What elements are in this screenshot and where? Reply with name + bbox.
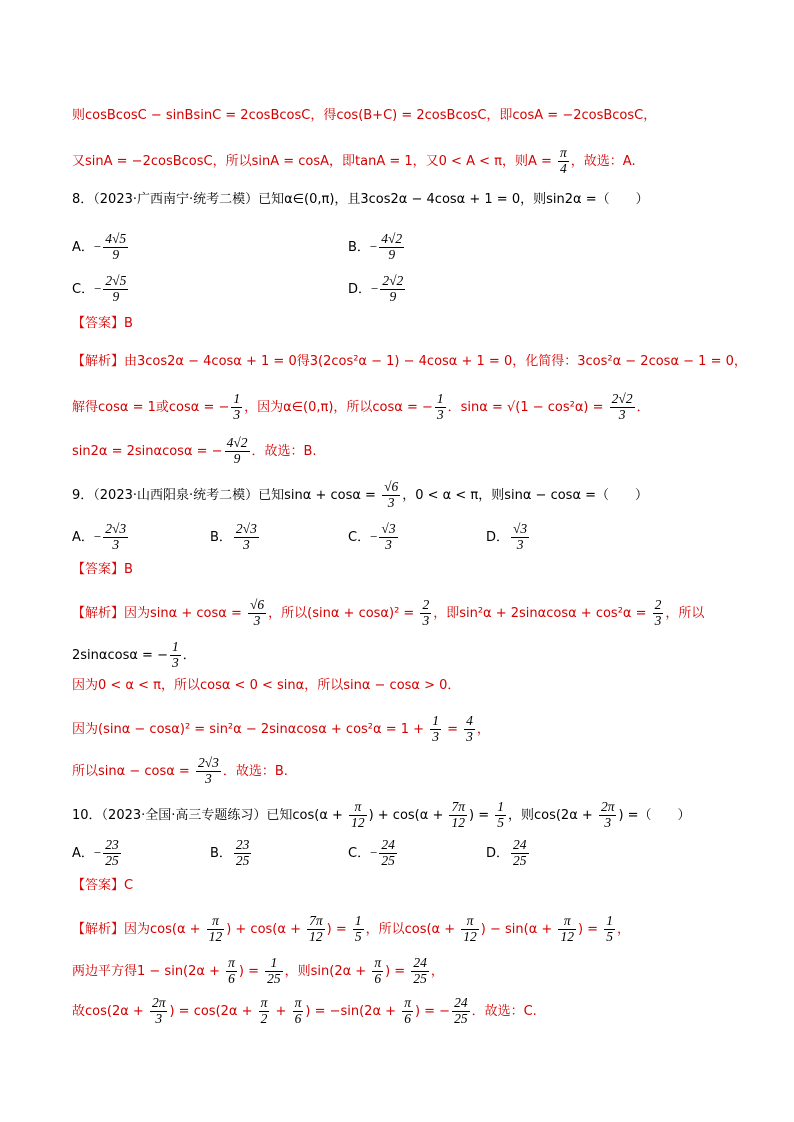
fraction [380,274,405,305]
answer-text: 【答案】B [72,316,133,331]
fraction-denominator: 6 [374,970,382,986]
analysis-text: = [442,721,463,737]
analysis-text: ， [616,921,630,937]
q10-analysis-line-1 [72,914,630,945]
option-label: D． [348,281,372,297]
q9-analysis-line-4 [72,714,490,745]
fraction-denominator: 3 [618,406,626,422]
fraction-denominator: 4 [560,160,567,176]
analysis-tag: 【解析】 [72,605,125,621]
analysis-text: 解得cosα = 1或cosα = − [72,399,230,415]
fraction-numerator: √3 [513,521,528,536]
fraction-denominator: 3 [171,654,179,670]
q9-analysis-line-3 [72,676,460,696]
q10-option-c[interactable] [348,838,399,869]
fraction [604,914,615,945]
analysis-text: ， [476,721,490,737]
fraction-numerator: π [349,800,367,816]
fraction-numerator: 2√5 [105,273,127,288]
fraction [411,956,429,987]
fraction-denominator: 6 [228,970,235,986]
q10-option-a[interactable] [72,838,123,869]
option-label: D． [486,529,510,545]
option-sign: − [370,528,378,544]
option-sign: − [93,844,102,860]
fraction-numerator: 4 [466,713,473,728]
fraction-denominator: 6 [294,1010,302,1026]
option-label: A． [72,845,94,861]
q9-analysis-line-5 [72,756,288,787]
fraction-denominator: 9 [112,246,120,262]
analysis-text: ) = [385,963,410,979]
fraction-numerator: π [404,995,411,1010]
fraction-denominator: 9 [388,246,396,262]
fraction-denominator: 3 [604,814,612,830]
fraction-numerator: 2√2 [611,391,633,406]
q10-option-b[interactable] [210,838,253,869]
fraction-numerator: 23 [105,837,119,852]
q10-stem [72,800,691,831]
fraction-numerator: 24 [413,955,427,970]
q9-option-b[interactable] [210,522,261,553]
fraction-numerator: √6 [384,479,399,494]
q9-answer [72,560,133,580]
fraction-denominator: 3 [112,536,120,552]
fraction-denominator: 3 [436,406,444,422]
analysis-text: 由3cos2α − 4cosα + 1 = 0得3(2cos²α − 1) − 4cosα + 1 = 0，化简得：3cos²α − 2cosα − 1 = 0， [124,354,747,369]
analysis-text: ) = −sin(2α + [305,1003,401,1019]
fraction [653,598,664,629]
fraction [170,640,181,671]
fraction-denominator: 25 [381,852,395,868]
analysis-text: ) = [577,921,603,937]
fraction [379,232,404,263]
fraction-denominator: 12 [451,814,465,830]
q9-stem [72,480,648,511]
fraction [402,996,413,1027]
q8-option-a[interactable] [72,232,130,263]
fraction-denominator: 3 [233,406,241,422]
fraction-numerator: √6 [249,597,265,612]
q9-option-d[interactable] [486,522,531,553]
fraction-numerator: π [558,914,576,930]
fraction [461,914,479,945]
fraction [225,436,250,467]
fraction [430,714,441,745]
fraction-denominator: 9 [389,288,397,304]
prev-solution-line-2 [72,146,636,177]
fraction-numerator: 2π [151,995,166,1010]
fraction [558,914,576,945]
option-label: C． [348,529,371,545]
option-sign: − [94,280,102,296]
fraction-numerator: 1 [432,713,439,728]
fraction-numerator: π [207,914,225,930]
fraction [103,274,128,305]
analysis-text: ，则sin(2α + [284,963,371,979]
fraction-denominator: 3 [466,728,473,744]
option-label: A． [72,239,94,255]
fraction [435,392,446,423]
analysis-text: ．故选：B. [251,443,317,459]
option-label: B． [210,845,232,861]
fraction-numerator: π [374,955,382,970]
q8-option-d[interactable] [348,274,407,305]
fraction-denominator: 12 [309,928,323,944]
fraction-numerator: 2√2 [382,273,404,288]
fraction [234,838,252,869]
option-label: C． [348,845,371,861]
q8-stem-text: 8．（2023·广西南宁·统考二模）已知α∈(0,π)，且3cos2α − 4cosα + 1 = 0，则sin2α =（ ） [72,192,649,207]
fraction-denominator: 2 [260,1010,268,1026]
fraction-numerator: 24 [454,995,468,1010]
fraction-denominator: 3 [432,728,439,744]
fraction-numerator: 2√3 [197,755,219,770]
fraction-denominator: 3 [654,612,662,628]
option-sign: − [93,238,102,254]
stem-text: ，则cos(2α + [507,807,597,823]
fraction [307,914,325,945]
fraction-denominator: 25 [105,852,119,868]
q8-analysis-line-2 [72,392,650,423]
q10-answer [72,876,133,896]
fraction [610,392,635,423]
analysis-text: 因为cos(α + [124,921,205,937]
fraction-numerator: 1 [265,956,283,972]
q8-analysis-line-3 [72,436,317,467]
fraction [382,480,400,511]
q8-answer [72,314,133,334]
analysis-text: ) = − [414,1003,451,1019]
fraction-numerator: 2π [600,799,615,814]
option-label: C． [72,281,95,297]
fraction-denominator: 3 [422,612,430,628]
analysis-text: 两边平方得1 − sin(2α + [72,963,225,979]
analysis-text: ) = cos(2α + [169,1003,257,1019]
fraction [353,914,364,945]
fraction-numerator: π [461,914,479,930]
analysis-text: sin2α = 2sinαcosα = − [72,443,223,459]
fraction-denominator: 5 [606,928,613,944]
fraction-numerator: 1 [171,639,179,654]
q8-analysis-line-1 [72,352,747,372]
fraction-numerator: 2√3 [105,521,127,536]
fraction-denominator: 25 [454,1010,468,1026]
stem-text: ) + cos(α + [368,807,448,823]
analysis-text: ) = [238,963,264,979]
fraction-numerator: 1 [233,391,241,406]
fraction [293,996,304,1027]
stem-text: ) = [469,807,494,823]
fraction [207,914,225,945]
q10-analysis-line-2 [72,956,444,987]
fraction-numerator: 1 [436,391,444,406]
fraction-denominator: 3 [243,536,250,552]
fraction [372,956,383,987]
fraction-denominator: 9 [233,450,241,466]
analysis-text: ， [430,963,444,979]
q8-option-c[interactable] [72,274,130,305]
fraction-denominator: 12 [208,928,223,944]
option-sign: − [369,238,378,254]
fraction-numerator: 24 [513,837,527,852]
stem-text: 10．（2023·全国·高三专题练习）已知cos(α + [72,807,348,823]
fraction [196,756,221,787]
fraction-denominator: 25 [235,852,250,868]
fraction [420,598,431,629]
fraction [495,800,506,831]
stem-text: 9．（2023·山西阳泉·统考二模）已知sinα + cosα = [72,487,381,503]
analysis-tag: 【解析】 [72,354,125,369]
prev-solution-text-1: 则cosBcosC − sinBsinC = 2cosBcosC，得cos(B+C) = 2cosBcosC，即cosA = −2cosBcosC， [72,108,657,123]
analysis-text: 因为(sinα − cosα)² = sin²α − 2sinαcosα + cos²α = 1 + [72,721,429,737]
fraction [103,232,128,263]
analysis-text: ) + cos(α + [226,921,306,937]
fraction [265,956,283,987]
fraction [226,956,237,987]
analysis-text: ．sinα = √(1 − cos²α) = [447,399,608,415]
option-label: B． [348,239,370,255]
fraction-denominator: 3 [155,1010,163,1026]
fraction-numerator: 4√2 [226,435,248,450]
q8-option-b[interactable] [348,232,406,263]
fraction-numerator: π [560,145,567,160]
fraction-numerator: π [260,995,268,1010]
q9-analysis-line-2 [72,640,196,671]
analysis-text: ．故选：B. [222,763,288,779]
fraction [379,838,397,869]
fraction [511,838,529,869]
fraction [231,392,242,423]
fraction [150,996,168,1027]
prev-solution-text-2: 又sinA = −2cosBcosC，所以sinA = cosA，即tanA = 1，又0 < A < π，则A = [72,153,557,169]
analysis-tag: 【解析】 [72,921,125,937]
fraction [599,800,617,831]
fraction-numerator: 1 [606,913,613,928]
fraction-numerator: π [294,995,302,1010]
stem-text: ，0 < α < π，则sinα − cosα =（ ） [402,487,649,503]
fraction-numerator: 2 [422,597,430,612]
option-label: B． [210,529,232,545]
prev-solution-answer: ，故选：A. [570,153,636,169]
q9-option-a[interactable] [72,522,130,553]
analysis-text: 因为0 < α < π，所以cosα < 0 < sinα，所以sinα − cosα > 0． [72,678,461,693]
fraction-denominator: 5 [354,928,362,944]
analysis-text: ． [636,399,650,415]
analysis-text: ． [182,647,196,663]
fraction-denominator: 3 [205,770,212,786]
option-sign: − [93,528,102,544]
q8-stem [72,190,649,210]
fraction-denominator: 25 [413,970,427,986]
fraction-numerator: 4√2 [381,231,403,246]
analysis-text: 所以sinα − cosα = [72,763,194,779]
fraction [511,522,529,553]
fraction-denominator: 25 [513,852,527,868]
q10-option-d[interactable] [486,838,531,869]
fraction-denominator: 3 [387,494,395,510]
fraction-numerator: 7π [451,799,465,814]
fraction [103,522,128,553]
fraction [248,598,266,629]
fraction-numerator: 1 [354,913,362,928]
analysis-text: 故cos(2α + [72,1003,148,1019]
stem-text: ) =（ ） [618,807,691,823]
fraction-denominator: 12 [560,928,574,944]
fraction-numerator: 2 [654,597,662,612]
option-sign: − [370,844,378,860]
analysis-text: + [271,1003,291,1019]
fraction [452,996,470,1027]
fraction-numerator: π [228,955,235,970]
fraction-numerator: 7π [309,913,323,928]
fraction [464,714,475,745]
fraction-denominator: 3 [253,612,261,628]
analysis-text: ，即sin²α + 2sinαcosα + cos²α = [433,605,651,621]
fraction [259,996,270,1027]
analysis-text: ，所以cos(α + [365,921,460,937]
option-label: D． [486,845,510,861]
fraction-denominator: 12 [463,928,477,944]
option-sign: − [371,280,379,296]
fraction [103,838,121,869]
fraction [349,800,367,831]
fraction-numerator: 24 [381,837,395,852]
prev-solution-line-1 [72,106,656,126]
q9-analysis-line-1 [72,598,704,629]
fraction [234,522,259,553]
answer-text: 【答案】C [72,878,134,893]
analysis-text: ) − sin(α + [480,921,557,937]
analysis-text: 因为sinα + cosα = [124,605,246,621]
fraction-denominator: 3 [516,536,524,552]
fraction-numerator: 4√5 [105,231,127,246]
fraction [379,522,397,553]
fraction-denominator: 9 [112,288,120,304]
fraction-denominator: 5 [497,814,504,830]
fraction-denominator: 6 [404,1010,411,1026]
fraction-denominator: 3 [385,536,392,552]
fraction [449,800,467,831]
fraction-numerator: 2√3 [235,521,257,536]
fraction-numerator: 1 [497,799,504,814]
analysis-text: 2sinαcosα = − [72,647,168,663]
fraction-numerator: 23 [235,837,250,852]
fraction-denominator: 12 [351,814,365,830]
analysis-text: ，所以(sinα + cosα)² = [268,605,419,621]
q10-analysis-line-3 [72,996,537,1027]
analysis-text: ．故选：C. [471,1003,537,1019]
analysis-text: ) = [326,921,351,937]
option-label: A． [72,529,94,545]
fraction [558,146,569,177]
fraction-denominator: 25 [267,970,281,986]
fraction-numerator: √3 [381,521,396,536]
analysis-text: ，所以 [665,605,705,621]
answer-text: 【答案】B [72,562,133,577]
analysis-text: ，因为α∈(0,π)，所以cosα = − [244,399,433,415]
q9-option-c[interactable] [348,522,400,553]
